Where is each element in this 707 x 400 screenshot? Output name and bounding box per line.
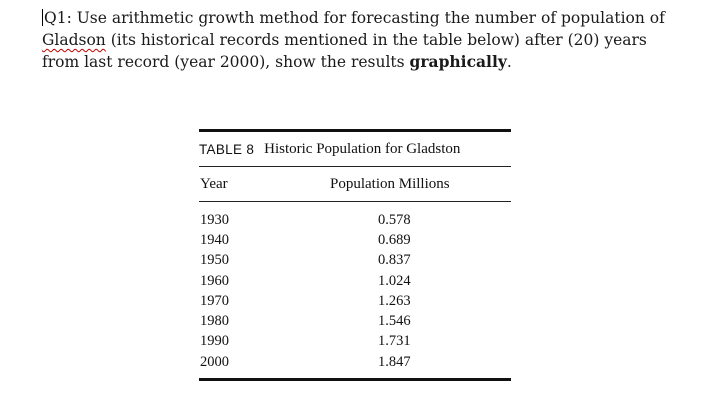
question-text bbox=[42, 7, 697, 73]
population-table bbox=[199, 129, 511, 381]
table-bottom-rule bbox=[199, 378, 511, 381]
cell-population: 1.263 bbox=[378, 292, 411, 309]
table-row bbox=[199, 332, 511, 352]
cell-year: 1970 bbox=[200, 292, 229, 309]
table-row bbox=[199, 251, 511, 271]
misspelled-word[interactable]: Gladson bbox=[42, 31, 106, 49]
question-line-2: (its historical records mentioned in the table below) after (20) years bbox=[105, 31, 647, 49]
cell-year: 1980 bbox=[200, 313, 229, 330]
table-label: TABLE 8 bbox=[199, 141, 255, 157]
table-row bbox=[199, 271, 511, 291]
cell-population: 0.837 bbox=[378, 252, 411, 269]
table-caption bbox=[199, 132, 511, 166]
cell-population: 1.024 bbox=[378, 272, 411, 289]
cell-year: 1940 bbox=[200, 231, 229, 248]
table-row bbox=[199, 291, 511, 311]
question-end-punct: . bbox=[506, 53, 512, 71]
table-title: Historic Population for Gladston bbox=[264, 140, 461, 157]
cell-year: 1950 bbox=[200, 252, 229, 269]
table-row bbox=[199, 210, 511, 230]
cell-year: 1990 bbox=[200, 333, 229, 350]
question-line-1: Q1: Use arithmetic growth method for forecasting the number of population of bbox=[44, 9, 665, 27]
cell-population: 0.578 bbox=[378, 211, 411, 228]
question-line-3: from last record (year 2000), show the results bbox=[42, 53, 410, 71]
cell-population: 1.731 bbox=[378, 333, 411, 350]
text-cursor bbox=[42, 9, 43, 26]
cell-population: 1.847 bbox=[378, 353, 411, 370]
header-year: Year bbox=[200, 175, 228, 192]
question-emphasis: graphically bbox=[409, 52, 507, 71]
cell-year: 1960 bbox=[200, 272, 229, 289]
table-header-row bbox=[199, 167, 511, 201]
table-row bbox=[199, 311, 511, 331]
table-row bbox=[199, 230, 511, 250]
cell-population: 0.689 bbox=[378, 231, 411, 248]
header-population: Population Millions bbox=[330, 175, 450, 192]
table-body bbox=[199, 202, 511, 378]
cell-year: 2000 bbox=[200, 353, 229, 370]
cell-population: 1.546 bbox=[378, 313, 411, 330]
table-row bbox=[199, 352, 511, 372]
cell-year: 1930 bbox=[200, 211, 229, 228]
